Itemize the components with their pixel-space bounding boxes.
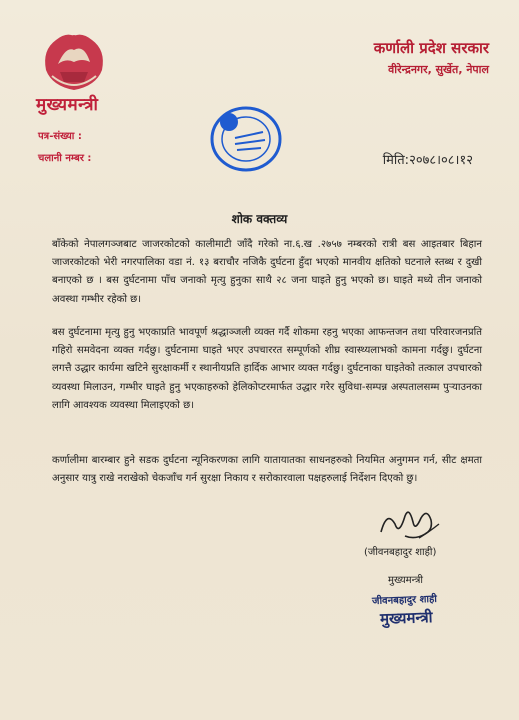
government-address: वीरेन्द्रनगर, सुर्खेत, नेपाल	[388, 63, 489, 76]
name-stamp: जीवनबहादुर शाही	[371, 593, 438, 608]
signatory-title: मुख्यमन्त्री	[388, 575, 423, 586]
ref-number-label: पत्र-संख्या :	[38, 131, 82, 142]
office-round-stamp-icon	[205, 102, 287, 176]
paragraph-1: बाँकेको नेपालगञ्जबाट जाजरकोटको कालीमाटी जाँदै गरेको ना.६.ख .२७५७ नम्बरको रात्री बस आइतबार बिहान जाजरकोटको भेरी नगरपालिका वडा नं. १३ बराचौर नजिकै दुर्घटना हुँदा भएको मानवीय क्षतिको घटनाले स्तब्ध र दुखी बनाएको छ । बस दुर्घटनामा पाँच जनाको मृत्यु हुनुका साथै २८ जना घाइते हुनु भएको छ। घाइते मध्ये तीन जनाको अवस्था गम्भीर रहेको छ।	[52, 239, 482, 305]
government-name: कर्णाली प्रदेश सरकार	[373, 39, 489, 57]
letter-heading: शोक वक्तव्य	[231, 212, 288, 226]
signatory-name: (जीवनबहादुर शाही)	[364, 547, 437, 558]
paragraph-2: बस दुर्घटनामा मृत्यु हुनु भएकाप्रति भावपूर्ण श्रद्धाञ्जली व्यक्त गर्दै शोकमा रहनु भएका आफन्तजन तथा परिवारजनप्रति गहिरो समवेदना व्यक्त गर्दछु। दुर्घटनामा घाइते भएर उपचाररत सम्पूर्णको शीघ्र स्वास्थ्यलाभको कामना गर्दछु। दुर्घटना लगत्तै उद्धार कार्यमा खटिने सुरक्षाकर्मी र स्थानीयप्रति हार्दिक आभार व्यक्त गर्दछु। दुर्घटनाका घाइतेको तत्काल उपचारको व्यवस्था मिलाउन, गम्भीर घाइते हुनु भएकाहरुको हेलिकोप्टरमार्फत उद्धार गरेर सुविधा-सम्पन्न अस्पतालसम्म पुऱ्याउनका लागि आवश्यक व्यवस्था मिलाइएको छ।	[52, 327, 482, 411]
nepal-emblem-icon	[38, 28, 110, 94]
dispatch-number-label: चलानी नम्बर :	[38, 153, 92, 164]
handwritten-signature	[375, 502, 445, 546]
letter-date: मिति:२०७८।०८।१२	[382, 153, 473, 168]
paragraph-3: कर्णालीमा बारम्बार हुने सडक दुर्घटना न्यूनिकरणका लागि यातायातका साधनहरुको नियमित अनुगमन गर्न, सीट क्षमता अनुसार यात्रु राखे नराखेको चेकजाँच गर्न सुरक्षा निकाय र सरोकारवाला पक्षहरुलाई निर्देशन दिएको छु।	[52, 455, 482, 485]
title-stamp: मुख्यमन्त्री	[379, 608, 433, 628]
office-title: मुख्यमन्त्री	[36, 95, 99, 115]
